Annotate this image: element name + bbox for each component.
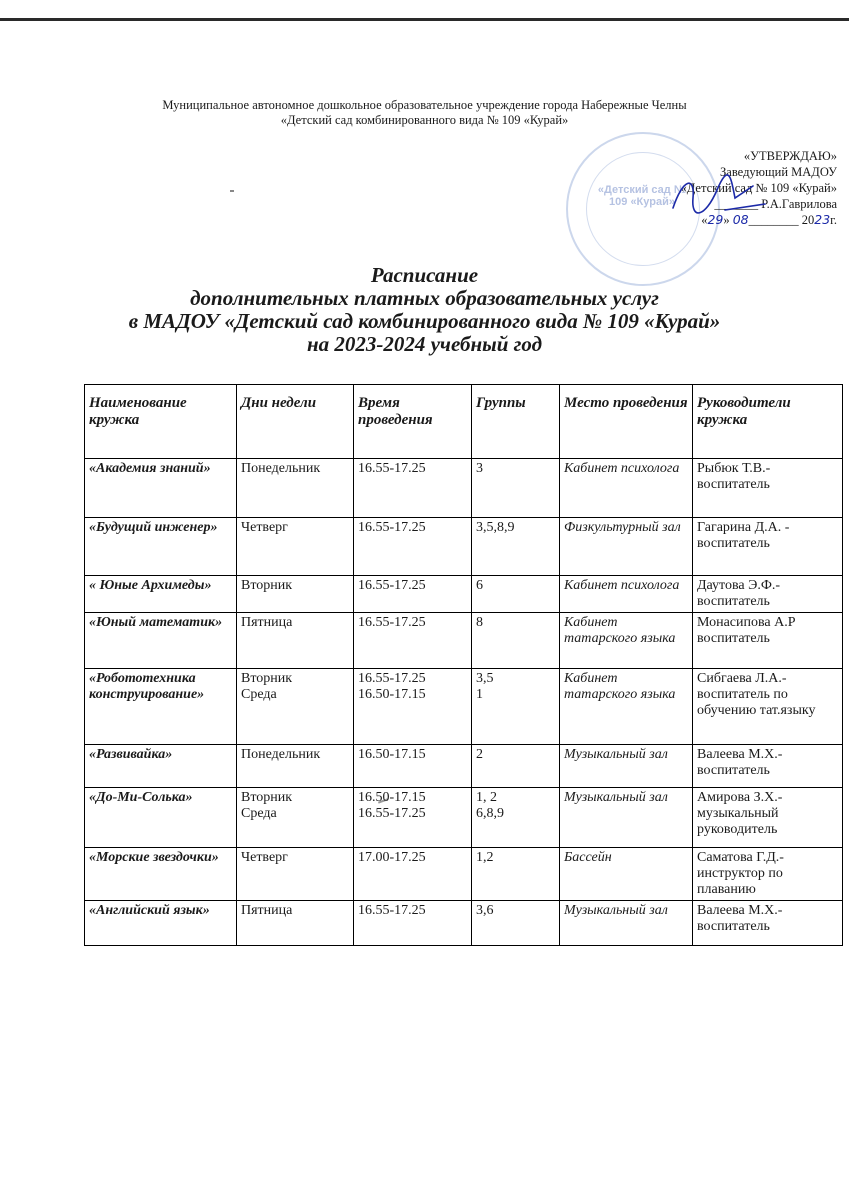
- cell-groups: 6: [472, 576, 560, 613]
- cell-groups: 3,5,8,9: [472, 518, 560, 576]
- table-row: [85, 901, 843, 946]
- cell-club-name: «Развивайка»: [85, 745, 237, 788]
- date-day: 29: [707, 212, 724, 227]
- cell-place: Кабинет психолога: [560, 459, 693, 518]
- document-title: [0, 264, 849, 356]
- cell-days: Вторник: [237, 576, 354, 613]
- cell-club-name: «Английский язык»: [85, 901, 237, 946]
- cell-days: Пятница: [237, 901, 354, 946]
- cell-time: 16.55-17.25: [354, 459, 472, 518]
- cell-groups: 3,6: [472, 901, 560, 946]
- table-row: [85, 613, 843, 669]
- cell-time: 17.00-17.25: [354, 848, 472, 901]
- top-border-line: [0, 18, 849, 21]
- cell-leader: Гагарина Д.А. - воспитатель: [693, 518, 843, 576]
- table-row: [85, 576, 843, 613]
- cell-groups: 2: [472, 745, 560, 788]
- cell-leader: Амирова З.Х.- музыкальный руководитель: [693, 788, 843, 848]
- cell-leader: Саматова Г.Д.- инструктор по плаванию: [693, 848, 843, 901]
- approver-name: _______ Р.А.Гаврилова: [714, 197, 837, 211]
- cell-groups: 8: [472, 613, 560, 669]
- cell-time: 16.50-17.15 16.55-17.25: [354, 788, 472, 848]
- cell-leader: Сибгаева Л.А.- воспитатель по обучению тат.языку: [693, 669, 843, 745]
- cell-days: Понедельник: [237, 745, 354, 788]
- cell-club-name: «Юный математик»: [85, 613, 237, 669]
- cell-place: Музыкальный зал: [560, 745, 693, 788]
- handwritten-signature: [665, 168, 775, 233]
- cell-club-name: «Робототехника конструирование»: [85, 669, 237, 745]
- table-row: [85, 459, 843, 518]
- date-quote-close: »: [723, 213, 730, 227]
- cell-place: Музыкальный зал: [560, 901, 693, 946]
- cell-leader: Валеева М.Х.- воспитатель: [693, 745, 843, 788]
- cell-club-name: «Морские звездочки»: [85, 848, 237, 901]
- approval-heading: «УТВЕРЖДАЮ»: [743, 149, 837, 163]
- cell-place: Кабинет психолога: [560, 576, 693, 613]
- title-line4: на 2023-2024 учебный год: [306, 332, 543, 356]
- title-line1: Расписание: [370, 263, 479, 287]
- cell-groups: 3: [472, 459, 560, 518]
- cell-club-name: «Академия знаний»: [85, 459, 237, 518]
- cell-place: Бассейн: [560, 848, 693, 901]
- header-club-name: Наименование кружка: [85, 385, 237, 459]
- cell-days: Понедельник: [237, 459, 354, 518]
- scan-speck: [230, 190, 234, 192]
- header-place: Место проведения: [560, 385, 693, 459]
- date-year-suffix: г.: [830, 213, 837, 227]
- cell-place: Кабинет татарского языка: [560, 669, 693, 745]
- table-header-row: [85, 385, 843, 459]
- cell-leader: Монасипова А.Р воспитатель: [693, 613, 843, 669]
- cell-leader: Рыбюк Т.В.- воспитатель: [693, 459, 843, 518]
- cell-leader: Даутова Э.Ф.- воспитатель: [693, 576, 843, 613]
- cell-place: Физкультурный зал: [560, 518, 693, 576]
- table-row: [85, 745, 843, 788]
- cell-days: Пятница: [237, 613, 354, 669]
- date-blank: ________: [748, 213, 799, 227]
- table-row: [85, 518, 843, 576]
- table-row: [85, 848, 843, 901]
- header-days: Дни недели: [237, 385, 354, 459]
- cell-days: Вторник Среда: [237, 669, 354, 745]
- cell-club-name: « Юные Архимеды»: [85, 576, 237, 613]
- cell-groups: 3,5 1: [472, 669, 560, 745]
- cell-time: 16.55-17.25: [354, 576, 472, 613]
- cell-leader: Валеева М.Х.- воспитатель: [693, 901, 843, 946]
- cell-time: 16.50-17.15: [354, 745, 472, 788]
- title-line2: дополнительных платных образовательных услуг: [190, 286, 659, 310]
- date-year: 23: [814, 212, 831, 227]
- cell-club-name: «До-Ми-Солька»: [85, 788, 237, 848]
- date-year-prefix: 20: [801, 213, 815, 227]
- schedule-table: [84, 384, 843, 946]
- cell-time: 16.55-17.25: [354, 518, 472, 576]
- stamp-text: «Детский сад № 109 «Курай»: [597, 184, 687, 208]
- cell-groups: 1, 2 6,8,9: [472, 788, 560, 848]
- date-quote-open: «: [701, 213, 708, 227]
- cell-days: Четверг: [237, 848, 354, 901]
- header-leader: Руководители кружка: [693, 385, 843, 459]
- cell-groups: 1,2: [472, 848, 560, 901]
- cell-days: Четверг: [237, 518, 354, 576]
- cell-time: 16.55-17.25 16.50-17.15: [354, 669, 472, 745]
- date-month: 08: [732, 212, 749, 227]
- cell-time: 16.55-17.25: [354, 901, 472, 946]
- title-line3: в МАДОУ «Детский сад комбинированного вида № 109 «Курай»: [128, 309, 721, 333]
- table-row: [85, 669, 843, 745]
- table-row: [85, 788, 843, 848]
- header-groups: Группы: [472, 385, 560, 459]
- cell-club-name: «Будущий инженер»: [85, 518, 237, 576]
- cell-time: 16.55-17.25: [354, 613, 472, 669]
- approver-organization: «Детский сад № 109 «Курай»: [680, 181, 837, 195]
- approver-position: Заведующий МАДОУ: [720, 165, 837, 179]
- institution-name-line1: Муниципальное автономное дошкольное образовательное учреждение города Набережные Челны: [162, 98, 687, 112]
- cell-place: Кабинет татарского языка: [560, 613, 693, 669]
- cell-days: Вторник Среда: [237, 788, 354, 848]
- header-time: Время проведения: [354, 385, 472, 459]
- institution-name-line2: «Детский сад комбинированного вида № 109 «Курай»: [280, 113, 569, 127]
- cell-place: Музыкальный зал: [560, 788, 693, 848]
